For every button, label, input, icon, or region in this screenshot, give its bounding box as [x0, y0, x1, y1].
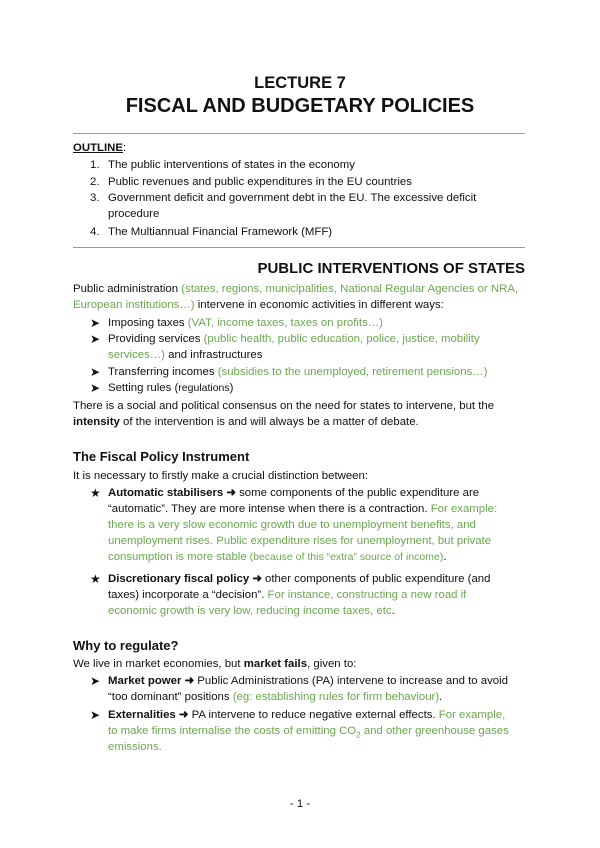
- divider-top: [73, 133, 525, 134]
- bullet-transferring-incomes: ➤ Transferring incomes (subsidies to the unemployed, retirement pensions…): [90, 365, 488, 379]
- arrow-bullet-icon: ➤: [90, 332, 101, 346]
- bullet-market-power: ➤ Market power ➜ Public Administrations (PA) intervene to increase and to avoid “too dominant” positions (eg: establishing rules for firm behaviour).: [90, 674, 508, 703]
- outline-item-4: 4. The Multiannual Financial Framework (MFF): [90, 226, 333, 238]
- bullet-setting-rules: ➤ Setting rules (regulations): [90, 381, 234, 395]
- star-bullet-icon: ★: [90, 572, 101, 586]
- section-heading-public-interventions: PUBLIC INTERVENTIONS OF STATES: [257, 260, 525, 277]
- page-number: - 1 -: [289, 798, 311, 810]
- lecture-number: LECTURE 7: [254, 74, 346, 92]
- outline-item-1: 1. The public interventions of states in the economy: [90, 159, 355, 171]
- page-title: FISCAL AND BUDGETARY POLICIES: [125, 95, 475, 117]
- consensus-paragraph: There is a social and political consensus on the need for states to intervene, but the intensity of the intervention is and will always be a matter of debate.: [73, 400, 495, 428]
- fiscal-intro: It is necessary to firstly make a crucial distinction between:: [73, 470, 369, 482]
- bullet-providing-services: ➤ Providing services (public health, public education, police, justice, mobility services…) and infrastructures: [90, 332, 480, 361]
- public-intro: Public administration (states, regions, municipalities, National Regular Agencies or NRA, European institutions…) intervene in economic activities in different ways:: [73, 283, 519, 311]
- star-bullet-icon: ★: [90, 486, 101, 500]
- arrow-bullet-icon: ➤: [90, 708, 101, 722]
- arrow-bullet-icon: ➤: [90, 316, 101, 330]
- bullet-externalities: ➤ Externalities ➜ PA intervene to reduce negative external effects. For example, to make firms internalise the costs of emitting $CO_2$ and other greenhouse gases emissions.: [90, 708, 509, 753]
- section-heading-why-regulate: Why to regulate?: [73, 638, 179, 653]
- section-heading-fiscal-policy: The Fiscal Policy Instrument: [73, 449, 250, 464]
- arrow-bullet-icon: ➤: [90, 381, 101, 395]
- outline-item-2: 2. Public revenues and public expenditures in the EU countries: [90, 176, 412, 188]
- star-item-automatic-stabilisers: ★ Automatic stabilisers ➜ some components of the public expenditure are “automatic”. They are more intense when there is a contraction. For example: there is a very slow economic growth due to unemployment benefits, and unemployment rises. Public expenditure rises for unemployment, but private consumption is more stable (because of this “extra” source of income).: [90, 486, 498, 563]
- bullet-imposing-taxes: ➤ Imposing taxes (VAT, income taxes, taxes on profits…): [90, 316, 383, 330]
- star-item-discretionary-fiscal-policy: ★ Discretionary fiscal policy ➜ other components of public expenditure (and taxes) incorporate a “decision”. For instance, constructing a new road if economic growth is very low, reducing income taxes, etc.: [90, 572, 491, 617]
- arrow-bullet-icon: ➤: [90, 365, 101, 379]
- outline-item-3: 3. Government deficit and government debt in the EU. The excessive deficit procedure: [90, 192, 477, 220]
- regulate-intro: We live in market economies, but market fails, given to:: [73, 658, 357, 670]
- divider-outline: [73, 247, 525, 248]
- arrow-bullet-icon: ➤: [90, 674, 101, 688]
- outline-heading: OUTLINE:: [73, 142, 127, 154]
